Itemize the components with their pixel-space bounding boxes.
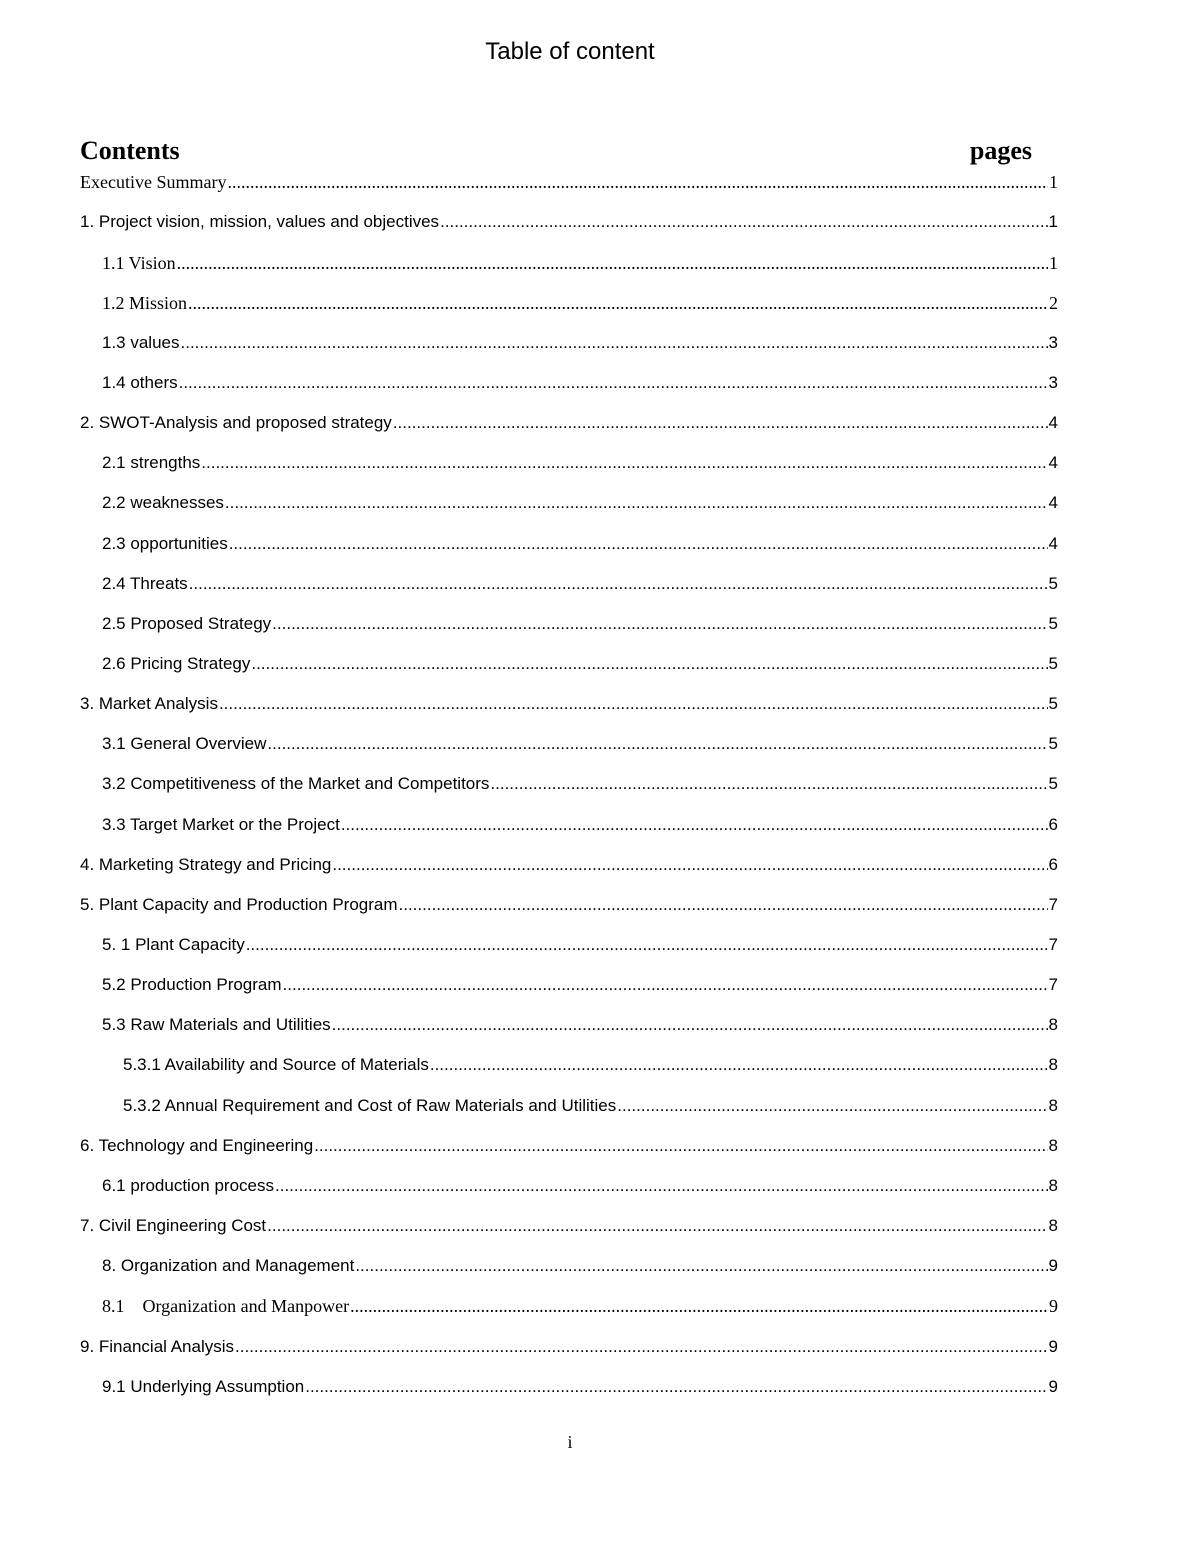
toc-entry[interactable] <box>102 534 1058 558</box>
toc-entry[interactable] <box>102 1256 1058 1280</box>
toc-leader <box>267 734 1047 754</box>
toc-entry[interactable] <box>102 1377 1058 1401</box>
toc-entry-page: 5 <box>1048 654 1058 673</box>
toc-entry-title: 3.3 Target Market or the Project <box>102 815 340 834</box>
toc-entry-title: 3.1 General Overview <box>102 734 267 753</box>
toc-entry[interactable] <box>102 333 1058 357</box>
toc-entry-page: 1 <box>1048 212 1058 231</box>
toc-leader <box>275 1176 1048 1196</box>
toc-entry-page: 1 <box>1049 253 1058 273</box>
toc-entry-page: 5 <box>1048 774 1058 793</box>
toc-leader <box>188 293 1048 314</box>
toc-entry-title: 5.3.1 Availability and Source of Materials <box>123 1055 429 1074</box>
toc-entry[interactable] <box>80 212 1058 236</box>
toc-leader <box>179 373 1048 393</box>
toc-entry[interactable] <box>102 1015 1058 1039</box>
toc-entry-page: 5 <box>1048 574 1058 593</box>
toc-leader <box>267 1216 1047 1236</box>
toc-leader <box>430 1055 1048 1075</box>
toc-leader <box>341 815 1048 835</box>
toc-entry-page: 8 <box>1048 1216 1058 1235</box>
toc-entry[interactable] <box>102 614 1058 638</box>
toc-entry[interactable] <box>102 574 1058 598</box>
toc-entry-title: 6.1 production process <box>102 1176 274 1195</box>
toc-entry-title: 2. SWOT-Analysis and proposed strategy <box>80 413 392 432</box>
toc-entry[interactable] <box>102 815 1058 839</box>
toc-entry[interactable] <box>102 1176 1058 1200</box>
toc-entry[interactable] <box>102 493 1058 517</box>
toc-entry[interactable] <box>102 654 1058 678</box>
toc-entry-title: 1.3 values <box>102 333 180 352</box>
toc-leader <box>490 774 1047 794</box>
toc-entry[interactable] <box>80 1216 1058 1240</box>
toc-header <box>80 136 1032 168</box>
toc-entry-title: 9.1 Underlying Assumption <box>102 1377 305 1396</box>
toc-entry-title: 2.2 weaknesses <box>102 493 224 512</box>
toc-entry[interactable] <box>80 855 1058 879</box>
toc-entry-title: 2.5 Proposed Strategy <box>102 614 272 633</box>
toc-entry-page: 3 <box>1048 373 1058 392</box>
toc-entry-title: 5.3.2 Annual Requirement and Cost of Raw Materials and Utilities <box>123 1096 617 1115</box>
toc-entry-page: 5 <box>1048 614 1058 633</box>
pages-heading: pages <box>969 136 1032 165</box>
toc-leader <box>201 453 1047 473</box>
toc-entry[interactable] <box>123 1096 1058 1120</box>
toc-entry-page: 5 <box>1048 694 1058 713</box>
toc-leader <box>332 1015 1048 1035</box>
toc-entry-title: 2.3 opportunities <box>102 534 228 553</box>
toc-leader <box>189 574 1048 594</box>
toc-leader <box>181 333 1048 353</box>
toc-entry-page: 9 <box>1048 1337 1058 1356</box>
toc-leader <box>229 534 1048 554</box>
toc-leader <box>251 654 1047 674</box>
toc-leader <box>399 895 1048 915</box>
toc-leader <box>235 1337 1048 1357</box>
toc-entry-page: 5 <box>1048 734 1058 753</box>
toc-leader <box>305 1377 1047 1397</box>
toc-leader <box>314 1136 1047 1156</box>
toc-leader <box>272 614 1047 634</box>
toc-entry[interactable] <box>102 293 1058 317</box>
toc-entry[interactable] <box>102 1296 1058 1320</box>
toc-entry[interactable] <box>80 1136 1058 1160</box>
toc-entry-page: 7 <box>1048 895 1058 914</box>
toc-leader <box>332 855 1047 875</box>
toc-entry[interactable] <box>80 172 1058 196</box>
toc-entry[interactable] <box>102 373 1058 397</box>
toc-entry-title: 4. Marketing Strategy and Pricing <box>80 855 332 874</box>
toc-leader <box>246 935 1048 955</box>
toc-entry-title: 6. Technology and Engineering <box>80 1136 314 1155</box>
toc-entry-title: 2.4 Threats <box>102 574 188 593</box>
toc-entry[interactable] <box>102 975 1058 999</box>
toc-entry[interactable] <box>102 453 1058 477</box>
toc-entry-page: 8 <box>1048 1176 1058 1195</box>
toc-entry-page: 6 <box>1048 855 1058 874</box>
toc-entry-page: 8 <box>1048 1055 1058 1074</box>
toc-entry-title: 1.4 others <box>102 373 178 392</box>
toc-entry-title: 5. Plant Capacity and Production Program <box>80 895 398 914</box>
toc-entry[interactable] <box>80 413 1058 437</box>
toc-leader <box>227 172 1048 193</box>
toc-entry-page: 9 <box>1049 1296 1058 1316</box>
toc-entry-page: 4 <box>1048 453 1058 472</box>
toc-entry[interactable] <box>102 774 1058 798</box>
toc-entry-title: 3. Market Analysis <box>80 694 218 713</box>
toc-leader <box>283 975 1048 995</box>
toc-entry-page: 1 <box>1049 172 1058 192</box>
toc-entry-title: 5. 1 Plant Capacity <box>102 935 245 954</box>
toc-entry[interactable] <box>123 1055 1058 1079</box>
toc-entry[interactable] <box>102 734 1058 758</box>
toc-entry-page: 4 <box>1048 534 1058 553</box>
toc-entry[interactable] <box>80 895 1058 919</box>
toc-entry-title: 1. Project vision, mission, values and objectives <box>80 212 440 231</box>
toc-entry[interactable] <box>80 694 1058 718</box>
toc-leader <box>225 493 1048 513</box>
toc-entry-title: 2.1 strengths <box>102 453 201 472</box>
toc-entry-title: 8.1 Organization and Manpower <box>102 1296 350 1316</box>
toc-leader <box>355 1256 1047 1276</box>
toc-leader <box>617 1096 1047 1116</box>
page-title: Table of content <box>485 38 655 65</box>
toc-entry-title: 2.6 Pricing Strategy <box>102 654 251 673</box>
toc-entry-page: 8 <box>1048 1015 1058 1034</box>
toc-entry-title: 8. Organization and Management <box>102 1256 355 1275</box>
toc-entry-page: 8 <box>1048 1136 1058 1155</box>
toc-entry-page: 4 <box>1048 493 1058 512</box>
toc-entry-title: 1.2 Mission <box>102 293 188 313</box>
toc-entry[interactable] <box>102 935 1058 959</box>
toc-entry-title: 1.1 Vision <box>102 253 176 273</box>
toc-entry-title: 5.3 Raw Materials and Utilities <box>102 1015 331 1034</box>
toc-entry[interactable] <box>80 1337 1058 1361</box>
toc-entry-page: 6 <box>1048 815 1058 834</box>
toc-leader <box>350 1296 1048 1317</box>
toc-leader <box>393 413 1048 433</box>
toc-entry-title: 5.2 Production Program <box>102 975 282 994</box>
toc-entry-page: 7 <box>1048 975 1058 994</box>
toc-leader <box>440 212 1047 232</box>
toc-entry-page: 7 <box>1048 935 1058 954</box>
toc-entry-page: 4 <box>1048 413 1058 432</box>
toc-leader <box>219 694 1048 714</box>
toc-entry-page: 8 <box>1048 1096 1058 1115</box>
toc-entry-title: 9. Financial Analysis <box>80 1337 235 1356</box>
toc-entry-title: 7. Civil Engineering Cost <box>80 1216 267 1235</box>
toc-entry-page: 9 <box>1048 1377 1058 1396</box>
toc-entry-title: 3.2 Competitiveness of the Market and Competitors <box>102 774 490 793</box>
toc-entry-page: 2 <box>1049 293 1058 313</box>
contents-heading: Contents <box>80 136 180 165</box>
toc-leader <box>177 253 1048 274</box>
toc-entry-page: 3 <box>1048 333 1058 352</box>
toc-entry[interactable] <box>102 253 1058 277</box>
page-number: i <box>567 1432 573 1452</box>
toc-entry-page: 9 <box>1048 1256 1058 1275</box>
toc-entry-title: Executive Summary <box>80 172 227 192</box>
